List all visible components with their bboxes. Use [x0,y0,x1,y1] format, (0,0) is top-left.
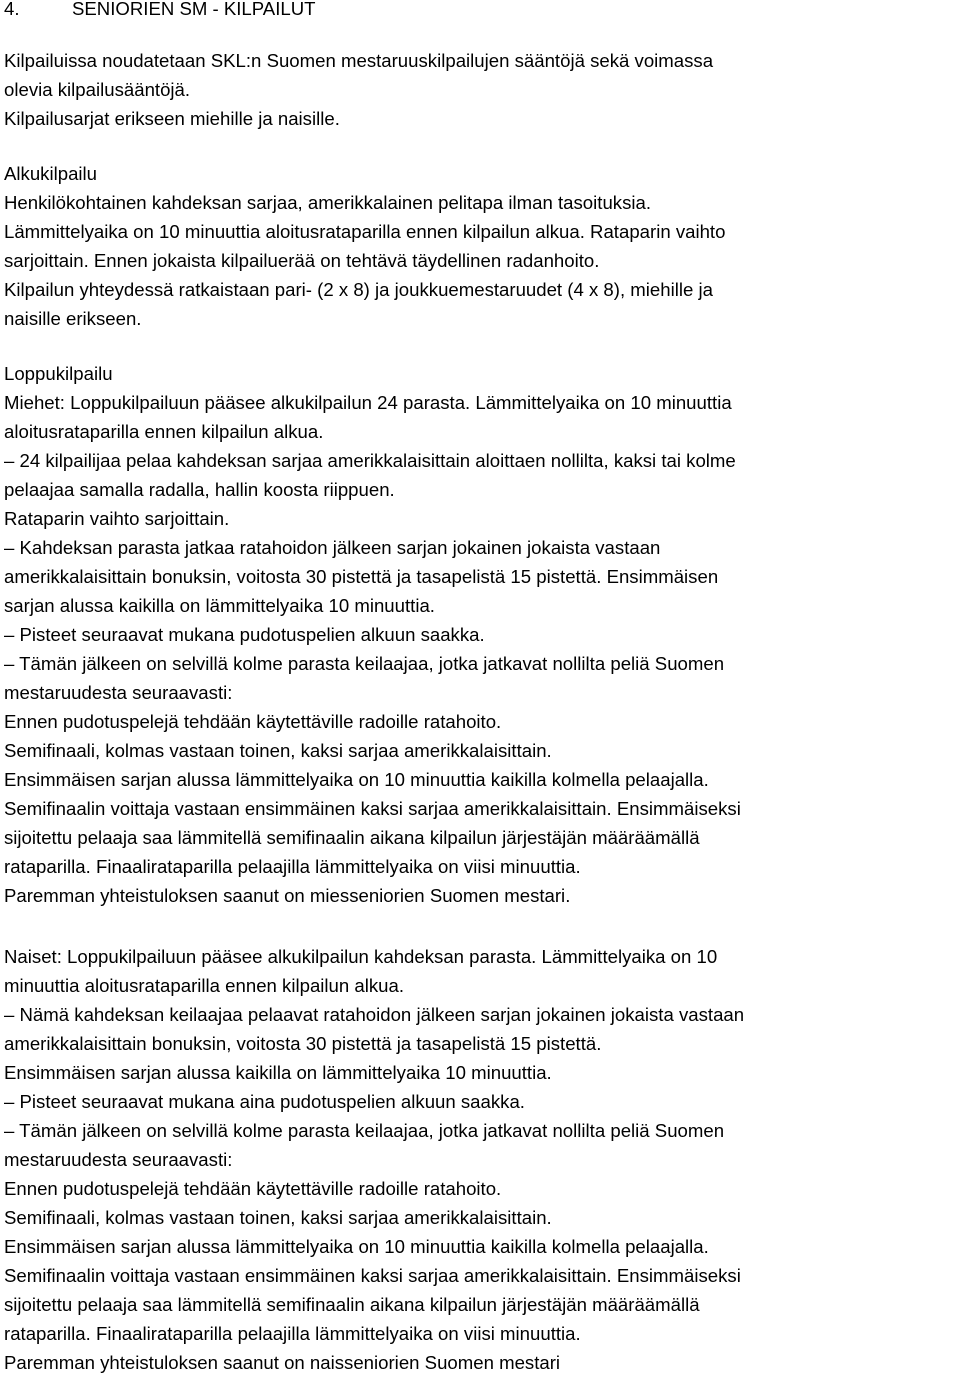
text-line: – Pisteet seuraavat mukana aina pudotuspelien alkuun saakka. [4,1091,525,1112]
loppukilpailu-miehet-section [4,359,959,910]
text-line: Ensimmäisen sarjan alussa kaikilla on lämmittelyaika 10 minuuttia. [4,1062,552,1083]
text-line: amerikkalaisittain bonuksin, voitosta 30 pistettä ja tasapelistä 15 pistettä. Ensimmäisen [4,566,719,587]
text-line: Paremman yhteistuloksen saanut on miesseniorien Suomen mestari. [4,885,571,906]
text-line: sijoitettu pelaaja saa lämmitellä semifinaalin aikana kilpailun järjestäjän määräämällä [4,827,700,848]
text-line: – 24 kilpailijaa pelaa kahdeksan sarjaa amerikkalaisittain aloittaen nollilta, kaksi tai kolme [4,450,736,471]
text-line: rataparilla. Finaalirataparilla pelaajilla lämmittelyaika on viisi minuuttia. [4,1323,581,1344]
text-line: Semifinaali, kolmas vastaan toinen, kaksi sarjaa amerikkalaisittain. [4,1207,552,1228]
text-line: sarjoittain. Ennen jokaista kilpailuerää on tehtävä täydellinen radanhoito. [4,250,600,271]
text-line: – Pisteet seuraavat mukana pudotuspelien alkuun saakka. [4,624,485,645]
text-line: Kilpailuissa noudatetaan SKL:n Suomen mestaruuskilpailujen sääntöjä sekä voimassa [4,50,714,71]
text-line: Ennen pudotuspelejä tehdään käytettäville radoille ratahoito. [4,711,502,732]
text-line: Semifinaalin voittaja vastaan ensimmäinen kaksi sarjaa amerikkalaisittain. Ensimmäiseksi [4,1265,741,1286]
text-line: – Tämän jälkeen on selvillä kolme parasta keilaajaa, jotka jatkavat nollilta peliä Suomen [4,653,725,674]
text-line: Ennen pudotuspelejä tehdään käytettäville radoille ratahoito. [4,1178,502,1199]
section-number: 4. [4,0,20,19]
document-page [4,0,959,1377]
text-line: Ensimmäisen sarjan alussa lämmittelyaika on 10 minuuttia kaikilla kolmella pelaajalla. [4,1236,709,1257]
text-line: aloitusrataparilla ennen kilpailun alkua. [4,421,324,442]
text-line: Kilpailun yhteydessä ratkaistaan pari- (2 x 8) ja joukkuemestaruudet (4 x 8), miehille ja [4,279,713,300]
text-line: Kilpailusarjat erikseen miehille ja naisille. [4,108,340,129]
paragraph-gap [4,910,959,942]
text-line: sijoitettu pelaaja saa lämmitellä semifinaalin aikana kilpailun järjestäjän määräämällä [4,1294,700,1315]
text-line: mestaruudesta seuraavasti: [4,1149,233,1170]
text-line: Paremman yhteistuloksen saanut on naisseniorien Suomen mestari [4,1352,561,1373]
text-line: Semifinaali, kolmas vastaan toinen, kaksi sarjaa amerikkalaisittain. [4,740,552,761]
text-line: Miehet: Loppukilpailuun pääsee alkukilpailun 24 parasta. Lämmittelyaika on 10 minuuttia [4,392,732,413]
text-line: Naiset: Loppukilpailuun pääsee alkukilpailun kahdeksan parasta. Lämmittelyaika on 10 [4,946,718,967]
loppukilpailu-naiset-section [4,942,959,1377]
section-heading [4,0,959,23]
text-line: Rataparin vaihto sarjoittain. [4,508,230,529]
text-line: pelaajaa samalla radalla, hallin koosta riippuen. [4,479,395,500]
text-line: amerikkalaisittain bonuksin, voitosta 30 pistettä ja tasapelistä 15 pistettä. [4,1033,602,1054]
text-line: Lämmittelyaika on 10 minuuttia aloitusrataparilla ennen kilpailun alkua. Rataparin vaihto [4,221,726,242]
subsection-heading: Loppukilpailu [4,363,113,384]
text-line: – Tämän jälkeen on selvillä kolme parasta keilaajaa, jotka jatkavat nollilta peliä Suomen [4,1120,725,1141]
text-line: minuuttia aloitusrataparilla ennen kilpailun alkua. [4,975,405,996]
text-line: olevia kilpailusääntöjä. [4,79,191,100]
text-line: naisille erikseen. [4,308,142,329]
alkukilpailu-section [4,159,959,333]
subsection-heading: Alkukilpailu [4,163,98,184]
text-line: Semifinaalin voittaja vastaan ensimmäinen kaksi sarjaa amerikkalaisittain. Ensimmäiseksi [4,798,741,819]
text-line: – Kahdeksan parasta jatkaa ratahoidon jälkeen sarjan jokainen jokaista vastaan [4,537,661,558]
intro-paragraph [4,46,959,133]
paragraph-gap [4,133,959,159]
section-title: SENIORIEN SM - KILPAILUT [72,0,316,19]
text-line: mestaruudesta seuraavasti: [4,682,233,703]
paragraph-gap [4,333,959,359]
text-line: Henkilökohtainen kahdeksan sarjaa, amerikkalainen pelitapa ilman tasoituksia. [4,192,652,213]
text-line: rataparilla. Finaalirataparilla pelaajilla lämmittelyaika on viisi minuuttia. [4,856,581,877]
text-line: Ensimmäisen sarjan alussa lämmittelyaika on 10 minuuttia kaikilla kolmella pelaajalla. [4,769,709,790]
text-line: sarjan alussa kaikilla on lämmittelyaika 10 minuuttia. [4,595,435,616]
text-line: – Nämä kahdeksan keilaajaa pelaavat ratahoidon jälkeen sarjan jokainen jokaista vastaan [4,1004,745,1025]
